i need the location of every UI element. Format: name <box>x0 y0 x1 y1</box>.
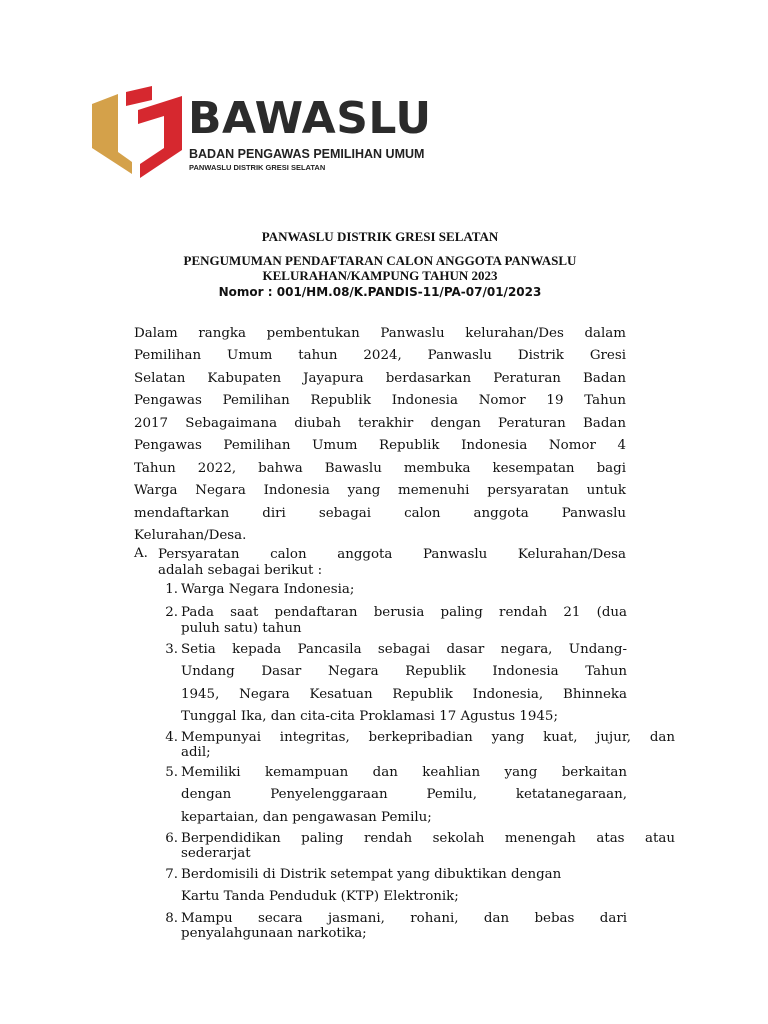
list-item-line: Undang Dasar Negara Republik Indonesia Tahun <box>181 664 627 679</box>
list-item-line: Kartu Tanda Penduduk (KTP) Elektronik; <box>181 889 459 904</box>
emblem-red-top <box>126 86 152 106</box>
list-item-number: 5. <box>165 765 178 780</box>
intro-line: Pengawas Pemilihan Republik Indonesia Nomor 19 Tahun <box>134 393 626 408</box>
list-item-number: 1. <box>165 582 178 597</box>
list-item-line: Memiliki kemampuan dan keahlian yang berkaitan <box>181 765 627 780</box>
list-item-number: 2. <box>165 605 178 620</box>
header-title-line2: KELURAHAN/KAMPUNG TAHUN 2023 <box>262 268 498 283</box>
list-item-line: dengan Penyelenggaraan Pemilu, ketatanegaraan, <box>181 787 627 802</box>
intro-line: mendaftarkan diri sebagai calon anggota Panwaslu <box>134 506 626 521</box>
list-item-line: Berpendidikan paling rendah sekolah menengah atas atau <box>181 831 675 846</box>
intro-line: Dalam rangka pembentukan Panwaslu kelurahan/Des dalam <box>134 326 626 341</box>
header-organization: PANWASLU DISTRIK GRESI SELATAN <box>261 229 499 244</box>
logo-unit: PANWASLU DISTRIK GRESI SELATAN <box>189 163 326 172</box>
intro-line: Pengawas Pemilihan Umum Republik Indonesia Nomor 4 <box>134 438 626 453</box>
list-item-line: penyalahgunaan narkotika; <box>181 926 367 941</box>
list-item-line: Mampu secara jasmani, rohani, dan bebas dari <box>181 911 627 926</box>
list-item-line: kepartaian, dan pengawasan Pemilu; <box>181 810 432 825</box>
section-a-letter: A. <box>134 546 148 561</box>
list-item-line: puluh satu) tahun <box>181 621 302 636</box>
list-item-line: adil; <box>181 745 211 760</box>
intro-line: Tahun 2022, bahwa Bawaslu membuka kesempatan bagi <box>134 461 626 476</box>
logo-subtitle: BADAN PENGAWAS PEMILIHAN UMUM <box>189 147 425 161</box>
bawaslu-emblem-icon <box>88 86 184 182</box>
header-title-line1: PENGUMUMAN PENDAFTARAN CALON ANGGOTA PANWASLU <box>183 253 577 268</box>
bawaslu-logo <box>88 86 468 186</box>
list-item-line: sederarjat <box>181 846 251 861</box>
header-number: Nomor : 001/HM.08/K.PANDIS-11/PA-07/01/2023 <box>218 285 542 299</box>
list-item-line: Setia kepada Pancasila sebagai dasar negara, Undang- <box>181 642 627 657</box>
list-item-number: 7. <box>165 867 178 882</box>
emblem-red-shape <box>138 96 182 178</box>
section-a-line: adalah sebagai berikut : <box>158 563 323 578</box>
section-a-line: Persyaratan calon anggota Panwaslu Kelurahan/Desa <box>158 547 626 562</box>
intro-line: Selatan Kabupaten Jayapura berdasarkan Peraturan Badan <box>134 371 626 386</box>
list-item-number: 4. <box>165 730 178 745</box>
list-item-line: Mempunyai integritas, berkepribadian yang kuat, jujur, dan <box>181 730 675 745</box>
list-item-number: 6. <box>165 831 178 846</box>
list-item-number: 8. <box>165 911 178 926</box>
list-item-number: 3. <box>165 642 178 657</box>
list-item-line: Warga Negara Indonesia; <box>181 582 355 597</box>
intro-line: Pemilihan Umum tahun 2024, Panwaslu Distrik Gresi <box>134 348 626 363</box>
list-item-line: Berdomisili di Distrik setempat yang dibuktikan dengan <box>181 867 562 882</box>
list-item-line: Pada saat pendaftaran berusia paling rendah 21 (dua <box>181 605 627 620</box>
list-item-line: Tunggal Ika, dan cita-cita Proklamasi 17 Agustus 1945; <box>181 709 558 724</box>
list-item-line: 1945, Negara Kesatuan Republik Indonesia, Bhinneka <box>181 687 627 702</box>
logo-wordmark: BAWASLU <box>188 93 432 144</box>
intro-line: 2017 Sebagaimana diubah terakhir dengan Peraturan Badan <box>134 416 626 431</box>
intro-line: Kelurahan/Desa. <box>134 528 247 543</box>
intro-line: Warga Negara Indonesia yang memenuhi persyaratan untuk <box>134 483 626 498</box>
